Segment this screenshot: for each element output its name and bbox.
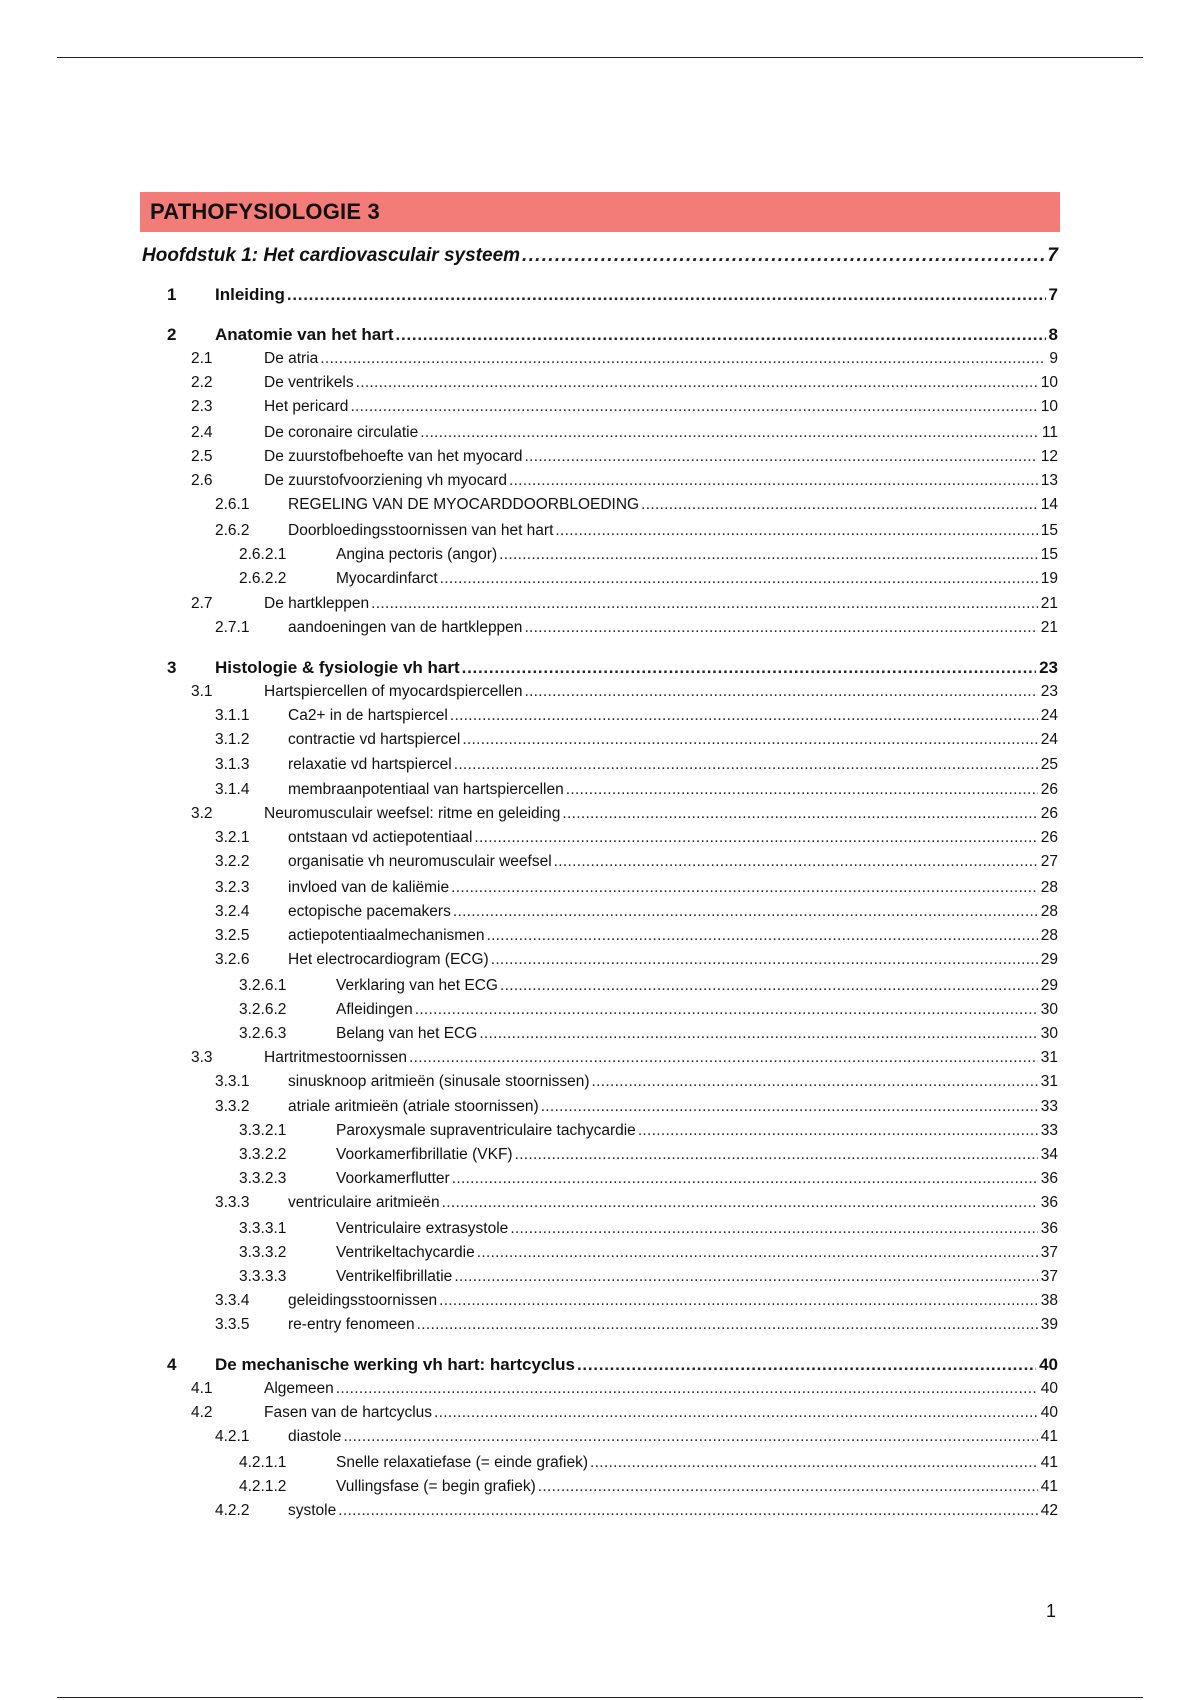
toc-entry-page: 31 [1040, 1073, 1058, 1090]
toc-entry[interactable] [142, 1120, 1058, 1142]
toc-entry[interactable] [142, 323, 1058, 347]
toc-entry-number: 3 [167, 658, 177, 677]
toc-entry-number: 2.4 [191, 424, 213, 441]
toc-entry-number: 3.1.3 [215, 756, 250, 773]
dot-leader [641, 494, 1038, 516]
dot-leader [592, 1071, 1038, 1093]
toc-entry-number: 4.2.1.2 [239, 1478, 287, 1495]
toc-entry-number: 3.3 [191, 1049, 213, 1066]
toc-entry-page: 21 [1040, 595, 1058, 612]
toc-entry[interactable] [142, 681, 1058, 703]
dot-leader [577, 1353, 1036, 1377]
dot-leader [350, 396, 1037, 418]
toc-entry-page: 12 [1040, 448, 1058, 465]
toc-entry-page: 28 [1040, 903, 1058, 920]
toc-entry[interactable] [142, 1047, 1058, 1069]
toc-entry-page: 36 [1040, 1194, 1058, 1211]
toc-entry-page: 37 [1040, 1244, 1058, 1261]
toc-entry-number: 2.2 [191, 374, 213, 391]
toc-entry-number: 4.2.1 [215, 1428, 250, 1445]
dot-leader [515, 1144, 1038, 1166]
toc-entry-title: diastole [288, 1428, 342, 1445]
dot-leader [510, 1218, 1037, 1240]
toc-entry-title: Voorkamerflutter [336, 1170, 450, 1187]
dot-leader [499, 544, 1038, 566]
dot-leader [462, 656, 1036, 680]
toc-entry-page: 34 [1040, 1146, 1058, 1163]
toc-entry-number: 3.3.3.2 [239, 1244, 287, 1261]
toc-entry-title: De zuurstofbehoefte van het myocard [264, 448, 523, 465]
toc-entry[interactable] [142, 1378, 1058, 1400]
dot-leader [524, 617, 1037, 639]
toc-entry-title: Ventriculaire extrasystole [336, 1220, 509, 1237]
toc-entry-page: 29 [1040, 977, 1058, 994]
dot-leader [462, 729, 1037, 751]
toc-entry-page: 33 [1040, 1098, 1058, 1115]
toc-entry-page: 41 [1040, 1454, 1058, 1471]
dot-leader [554, 851, 1038, 873]
toc-entry[interactable] [142, 1023, 1058, 1045]
toc-entry-number: 2.7.1 [215, 619, 250, 636]
toc-entry-page: 40 [1040, 1404, 1058, 1421]
dot-leader [522, 243, 1044, 269]
dot-leader [417, 1314, 1038, 1336]
toc-entry-page: 10 [1040, 374, 1058, 391]
toc-entry-number: 2.6.2.1 [239, 546, 287, 563]
toc-entry-number: 3.2.6.3 [239, 1025, 287, 1042]
dot-leader [538, 1476, 1038, 1498]
toc-entry-number: 2.6.1 [215, 496, 250, 513]
toc-entry-page: 15 [1040, 522, 1058, 539]
toc-entry[interactable] [142, 446, 1058, 468]
toc-entry-page: 40 [1040, 1380, 1058, 1397]
toc-entry-page: 13 [1040, 472, 1058, 489]
toc-entry-title: actiepotentiaalmechanismen [288, 927, 485, 944]
dot-leader [440, 568, 1038, 590]
toc-entry-page: 26 [1040, 805, 1058, 822]
toc-entry-title: ontstaan vd actiepotentiaal [288, 829, 473, 846]
toc-entry-title: Hartspiercellen of myocardspiercellen [264, 683, 523, 700]
dot-leader [486, 925, 1037, 947]
toc-entry[interactable] [142, 422, 1058, 444]
toc-entry-page: 36 [1040, 1220, 1058, 1237]
toc-entry[interactable] [142, 999, 1058, 1021]
toc-entry-title: Het pericard [264, 398, 349, 415]
dot-leader [450, 705, 1038, 727]
toc-entry-title: Neuromusculair weefsel: ritme en geleiding [264, 805, 561, 822]
toc-entry-title: Myocardinfarct [336, 570, 438, 587]
toc-entry[interactable] [142, 1218, 1058, 1240]
toc-entry-number: 3.3.2.3 [239, 1170, 287, 1187]
toc-entry-title: Algemeen [264, 1380, 334, 1397]
toc-entry-number: 4.2 [191, 1404, 213, 1421]
toc-entry-number: 3.1.2 [215, 731, 250, 748]
toc-entry-number: 3.1.4 [215, 781, 250, 798]
toc-entry-page: 24 [1040, 707, 1058, 724]
dot-leader [477, 1242, 1038, 1264]
toc-entry[interactable] [142, 1500, 1058, 1522]
toc-entry-title: Ventrikelfibrillatie [336, 1268, 453, 1285]
toc-entry-title: Inleiding [215, 285, 285, 304]
toc-entry-title: membraanpotentiaal van hartspiercellen [288, 781, 564, 798]
dot-leader [566, 779, 1038, 801]
toc-entry-number: 2.6.2 [215, 522, 250, 539]
toc-entry[interactable] [142, 1242, 1058, 1264]
toc-entry-page: 42 [1040, 1502, 1058, 1519]
toc-entry-number: 3.3.1 [215, 1073, 250, 1090]
dot-leader [439, 1290, 1038, 1312]
toc-entry[interactable] [142, 975, 1058, 997]
toc-entry-title: relaxatie vd hartspiercel [288, 756, 452, 773]
toc-entry[interactable] [142, 593, 1058, 615]
toc-entry-title: Vullingsfase (= begin grafiek) [336, 1478, 536, 1495]
toc-entry[interactable] [142, 1290, 1058, 1312]
toc-entry-title: De zuurstofvoorziening vh myocard [264, 472, 507, 489]
dot-leader [453, 901, 1038, 923]
toc-entry[interactable] [142, 617, 1058, 639]
toc-entry-page: 26 [1040, 829, 1058, 846]
toc-entry-page: 41 [1040, 1428, 1058, 1445]
dot-leader [474, 827, 1037, 849]
toc-entry-page: 8 [1048, 325, 1058, 344]
dot-leader [356, 372, 1038, 394]
toc-entry-title: De ventrikels [264, 374, 354, 391]
toc-entry-title: ventriculaire aritmieën [288, 1194, 440, 1211]
toc-entry-page: 30 [1040, 1001, 1058, 1018]
toc-entry-page: 29 [1040, 951, 1058, 968]
dot-leader [371, 593, 1038, 615]
toc-entry-title: geleidingsstoornissen [288, 1292, 438, 1309]
dot-leader [415, 999, 1038, 1021]
toc-entry[interactable] [142, 1192, 1058, 1214]
toc-entry-number: 4 [167, 1355, 177, 1374]
toc-entry-page: 40 [1039, 1355, 1058, 1374]
toc-entry-page: 19 [1040, 570, 1058, 587]
toc-entry-page: 15 [1040, 546, 1058, 563]
dot-leader [555, 520, 1037, 542]
dot-leader [442, 1192, 1038, 1214]
toc-entry-title: ectopische pacemakers [288, 903, 451, 920]
toc-entry-title: De atria [264, 350, 319, 367]
toc-entry-title: Fasen van de hartcyclus [264, 1404, 433, 1421]
toc-entry-page: 38 [1040, 1292, 1058, 1309]
toc-entry-number: 2 [167, 325, 177, 344]
toc-entry[interactable] [142, 568, 1058, 590]
dot-leader [541, 1096, 1038, 1118]
toc-entry-number: 3.3.4 [215, 1292, 250, 1309]
dot-leader [287, 283, 1046, 307]
toc-entry-number: 3.3.2.2 [239, 1146, 287, 1163]
toc-entry[interactable] [142, 1314, 1058, 1336]
toc-entry[interactable] [142, 1071, 1058, 1093]
toc-entry-number: 3.2.1 [215, 829, 250, 846]
toc-entry-page: 30 [1040, 1025, 1058, 1042]
toc-entry-title: systole [288, 1502, 337, 1519]
toc-entry-title: re-entry fenomeen [288, 1316, 415, 1333]
toc-entry-page: 7 [1048, 285, 1058, 304]
toc-entry-number: 3.3.3.3 [239, 1268, 287, 1285]
toc-entry-title: De mechanische werking vh hart: hartcyclus [215, 1355, 575, 1374]
toc-entry-title: De hartkleppen [264, 595, 370, 612]
toc-entry-number: 3.2.3 [215, 879, 250, 896]
toc-entry-title: Hoofdstuk 1: Het cardiovasculair systeem [142, 245, 521, 266]
toc-entry-number: 3.2.4 [215, 903, 250, 920]
toc-entry-title: invloed van de kaliëmie [288, 879, 450, 896]
toc-chapter-entry[interactable] [142, 243, 1058, 269]
dot-leader [336, 1378, 1038, 1400]
toc-entry-number: 1 [167, 285, 177, 304]
toc-entry-title: Afleidingen [336, 1001, 413, 1018]
toc-entry[interactable] [142, 877, 1058, 899]
toc-entry-title: organisatie vh neuromusculair weefsel [288, 853, 552, 870]
toc-entry-page: 36 [1040, 1170, 1058, 1187]
toc-entry-number: 4.2.2 [215, 1502, 250, 1519]
toc-entry-number: 3.2.6.1 [239, 977, 287, 994]
toc-entry-title: Hartritmestoornissen [264, 1049, 407, 1066]
toc-entry-page: 41 [1040, 1478, 1058, 1495]
toc-entry-page: 31 [1040, 1049, 1058, 1066]
dot-leader [320, 348, 1046, 370]
toc-entry[interactable] [142, 705, 1058, 727]
toc-entry[interactable] [142, 851, 1058, 873]
toc-entry-title: contractie vd hartspiercel [288, 731, 461, 748]
toc-entry-title: Het electrocardiogram (ECG) [288, 951, 489, 968]
dot-leader [420, 422, 1039, 444]
toc-entry[interactable] [142, 283, 1058, 307]
toc-entry[interactable] [142, 1402, 1058, 1424]
toc-entry[interactable] [142, 901, 1058, 923]
toc-entry-page: 23 [1039, 658, 1058, 677]
toc-entry-number: 3.3.5 [215, 1316, 250, 1333]
toc-entry-page: 25 [1040, 756, 1058, 773]
toc-entry-page: 33 [1040, 1122, 1058, 1139]
toc-entry-number: 2.7 [191, 595, 213, 612]
toc-entry-number: 4.2.1.1 [239, 1454, 287, 1471]
toc-entry-title: Ventrikeltachycardie [336, 1244, 475, 1261]
toc-entry-page: 26 [1040, 781, 1058, 798]
toc-entry[interactable] [142, 520, 1058, 542]
header-rule [57, 57, 1143, 58]
toc-entry-title: Angina pectoris (angor) [336, 546, 498, 563]
toc-entry-title: Doorbloedingsstoornissen van het hart [288, 522, 554, 539]
toc-entry[interactable] [142, 1266, 1058, 1288]
toc-entry-title: Belang van het ECG [336, 1025, 478, 1042]
toc-entry-number: 4.1 [191, 1380, 213, 1397]
toc-entry-title: Anatomie van het hart [215, 325, 394, 344]
dot-leader [479, 1023, 1037, 1045]
toc-entry-number: 3.1.1 [215, 707, 250, 724]
dot-leader [509, 470, 1038, 492]
dot-leader [638, 1120, 1038, 1142]
toc-entry-title: aandoeningen van de hartkleppen [288, 619, 523, 636]
toc-entry-page: 27 [1040, 853, 1058, 870]
dot-leader [491, 949, 1038, 971]
toc-entry-number: 3.2.6 [215, 951, 250, 968]
toc-entry-title: Paroxysmale supraventriculaire tachycardie [336, 1122, 636, 1139]
toc-entry-page: 7 [1047, 245, 1058, 266]
toc-entry-page: 39 [1040, 1316, 1058, 1333]
toc-entry-number: 3.2 [191, 805, 213, 822]
toc-entry-number: 3.2.2 [215, 853, 250, 870]
toc-entry-number: 3.1 [191, 683, 213, 700]
toc-entry[interactable] [142, 1144, 1058, 1166]
toc-entry[interactable] [142, 348, 1058, 370]
toc-entry-title: De coronaire circulatie [264, 424, 419, 441]
dot-leader [396, 323, 1046, 347]
page-number: 1 [1045, 1601, 1056, 1621]
toc-entry[interactable] [142, 372, 1058, 394]
toc-entry[interactable] [142, 1168, 1058, 1190]
dot-leader [524, 681, 1037, 703]
toc-entry-number: 3.3.3.1 [239, 1220, 287, 1237]
toc-entry-number: 2.6 [191, 472, 213, 489]
toc-entry-page: 9 [1049, 350, 1058, 367]
dot-leader [434, 1402, 1038, 1424]
toc-entry-title: REGELING VAN DE MYOCARDDOORBLOEDING [288, 496, 640, 513]
toc-entry-number: 2.5 [191, 448, 213, 465]
toc-entry-title: sinusknoop aritmieën (sinusale stoornissen) [288, 1073, 590, 1090]
toc-entry-title: atriale aritmieën (atriale stoornissen) [288, 1098, 539, 1115]
document-title: PATHOFYSIOLOGIE 3 [140, 192, 1060, 232]
toc-entry[interactable] [142, 1476, 1058, 1498]
toc-entry-number: 3.3.2.1 [239, 1122, 287, 1139]
toc-entry-number: 3.2.6.2 [239, 1001, 287, 1018]
dot-leader [343, 1426, 1037, 1448]
dot-leader [500, 975, 1038, 997]
toc-entry-page: 21 [1040, 619, 1058, 636]
toc-entry[interactable] [142, 779, 1058, 801]
toc-entry-page: 24 [1040, 731, 1058, 748]
toc-entry[interactable] [142, 1426, 1058, 1448]
toc-entry-page: 11 [1041, 424, 1058, 441]
toc-entry-title: Histologie & fysiologie vh hart [215, 658, 460, 677]
toc-entry-page: 23 [1040, 683, 1058, 700]
dot-leader [409, 1047, 1038, 1069]
toc-entry[interactable] [142, 544, 1058, 566]
toc-entry-title: Ca2+ in de hartspiercel [288, 707, 448, 724]
dot-leader [590, 1452, 1038, 1474]
toc-entry[interactable] [142, 396, 1058, 418]
toc-entry[interactable] [142, 470, 1058, 492]
toc-entry[interactable] [142, 1353, 1058, 1377]
toc-entry-number: 3.3.2 [215, 1098, 250, 1115]
toc-entry-page: 14 [1040, 496, 1058, 513]
toc-entry-page: 10 [1040, 398, 1058, 415]
toc-entry[interactable] [142, 827, 1058, 849]
toc-entry-number: 2.1 [191, 350, 213, 367]
dot-leader [454, 1266, 1037, 1288]
toc-entry[interactable] [142, 754, 1058, 776]
dot-leader [524, 446, 1037, 468]
toc-entry[interactable] [142, 1096, 1058, 1118]
toc-entry-page: 37 [1040, 1268, 1058, 1285]
toc-entry-number: 3.3.3 [215, 1194, 250, 1211]
toc-entry[interactable] [142, 729, 1058, 751]
toc-entry-number: 2.3 [191, 398, 213, 415]
toc-entry[interactable] [142, 925, 1058, 947]
dot-leader [454, 754, 1038, 776]
toc-entry[interactable] [142, 949, 1058, 971]
footer-rule [57, 1697, 1143, 1698]
toc-entry-number: 3.2.5 [215, 927, 250, 944]
toc-entry[interactable] [142, 803, 1058, 825]
toc-entry-page: 28 [1040, 879, 1058, 896]
toc-entry-title: Voorkamerfibrillatie (VKF) [336, 1146, 513, 1163]
dot-leader [338, 1500, 1038, 1522]
toc-entry-page: 28 [1040, 927, 1058, 944]
toc-entry-title: Verklaring van het ECG [336, 977, 498, 994]
toc-entry[interactable] [142, 1452, 1058, 1474]
dot-leader [451, 877, 1038, 899]
toc-entry[interactable] [142, 656, 1058, 680]
toc-entry[interactable] [142, 494, 1058, 516]
dot-leader [452, 1168, 1038, 1190]
dot-leader [562, 803, 1037, 825]
toc-entry-title: Snelle relaxatiefase (= einde grafiek) [336, 1454, 589, 1471]
toc-entry-number: 2.6.2.2 [239, 570, 287, 587]
